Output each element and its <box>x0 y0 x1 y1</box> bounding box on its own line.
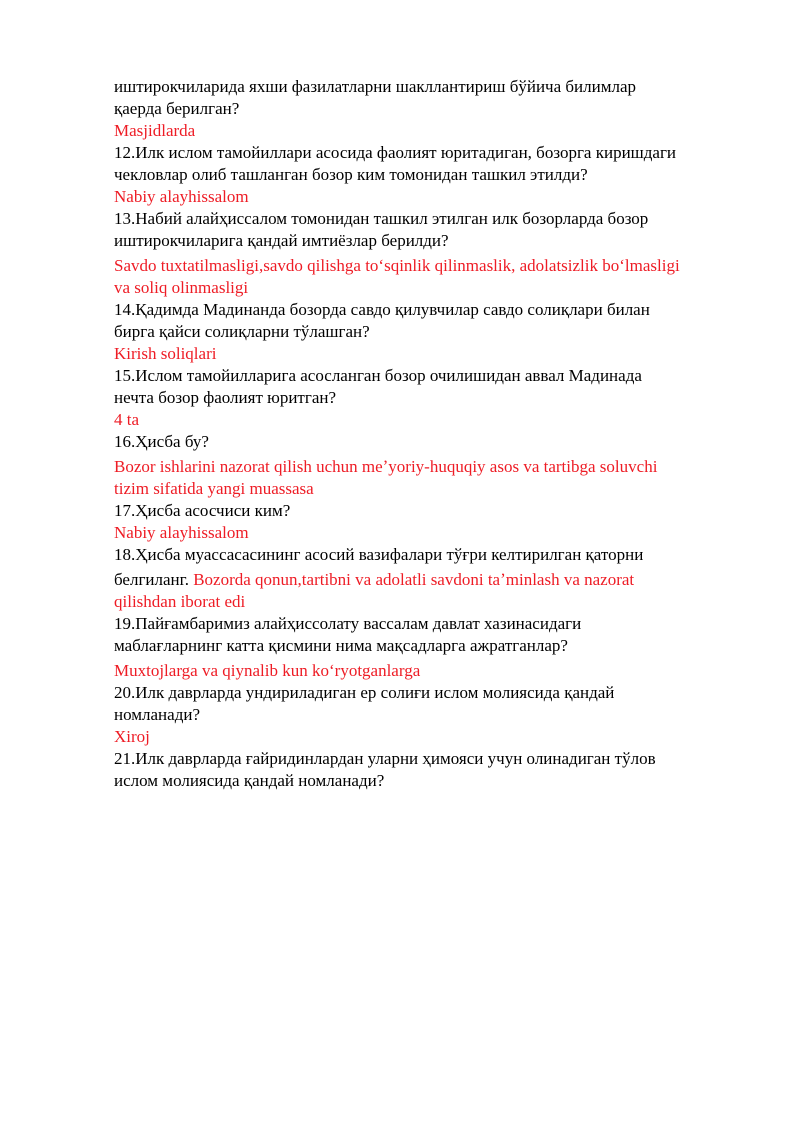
question-line: номланади? <box>114 705 200 724</box>
answer-line: va soliq olinmasligi <box>114 278 249 297</box>
answer-line: Savdo tuxtatilmasligi,savdo qilishga toʻsqinlik qilinmaslik, adolatsizlik boʻlmasligi <box>114 256 680 275</box>
answer-line: Xiroj <box>114 727 150 746</box>
answer-text: Bozorda qonun,tartibni va adolatli savdoni taʼminlash va nazorat <box>193 570 635 589</box>
question-line: 21.Илк даврларда ғайридинлардан уларни ҳимояси учун олинадиган тўлов <box>114 749 656 768</box>
question-line: 17.Ҳисба асосчиси ким? <box>114 501 291 520</box>
question-line: нечта бозор фаолият юритган? <box>114 388 337 407</box>
question-line: 20.Илк даврларда ундириладиган ер солиғи ислом молиясида қандай <box>114 683 615 702</box>
answer-line: Muxtojlarga va qiynalib kun koʻryotganlarga <box>114 661 421 680</box>
document-body <box>114 76 714 792</box>
question-line: 15.Ислом тамойилларига асосланган бозор очилишидан аввал Мадинада <box>114 366 642 385</box>
question-line: қаерда берилган? <box>114 99 240 118</box>
question-line: 16.Ҳисба бу? <box>114 432 209 451</box>
answer-line: qilishdan iborat edi <box>114 592 246 611</box>
mixed-line <box>114 569 714 591</box>
answer-line: Nabiy alayhissalom <box>114 523 249 542</box>
question-line: маблағларнинг катта қисмини нима мақсадларга ажратганлар? <box>114 636 568 655</box>
question-line: 19.Пайғамбаримиз алайҳиссолату вассалам давлат хазинасидаги <box>114 614 582 633</box>
answer-line: Kirish soliqlari <box>114 344 217 363</box>
question-line: 18.Ҳисба муассасасининг асосий вазифалари тўғри келтирилган қаторни <box>114 545 644 564</box>
question-line: чекловлар олиб ташланган бозор ким томонидан ташкил этилди? <box>114 165 588 184</box>
answer-line: Masjidlarda <box>114 121 196 140</box>
answer-line: tizim sifatida yangi muassasa <box>114 479 314 498</box>
question-line: бирга қайси солиқларни тўлашган? <box>114 322 370 341</box>
answer-line: Bozor ishlarini nazorat qilish uchun meʼyoriy-huquqiy asos va tartibga soluvchi <box>114 457 658 476</box>
answer-line: 4 ta <box>114 410 140 429</box>
question-line: 13.Набий алайҳиссалом томонидан ташкил этилган илк бозорларда бозор <box>114 209 649 228</box>
question-line: иштирокчиларида яхши фазилатларни шакллантириш бўйича билимлар <box>114 77 637 96</box>
question-line: 14.Қадимда Мадинанда бозорда савдо қилувчилар савдо солиқлари билан <box>114 300 650 319</box>
question-line: ислом молиясида қандай номланади? <box>114 771 385 790</box>
question-line: иштирокчиларига қандай имтиёзлар берилди? <box>114 231 449 250</box>
question-line: 12.Илк ислом тамойиллари асосида фаолият юритадиган, бозорга киришдаги <box>114 143 677 162</box>
question-text: белгиланг. <box>114 570 194 589</box>
answer-line: Nabiy alayhissalom <box>114 187 249 206</box>
